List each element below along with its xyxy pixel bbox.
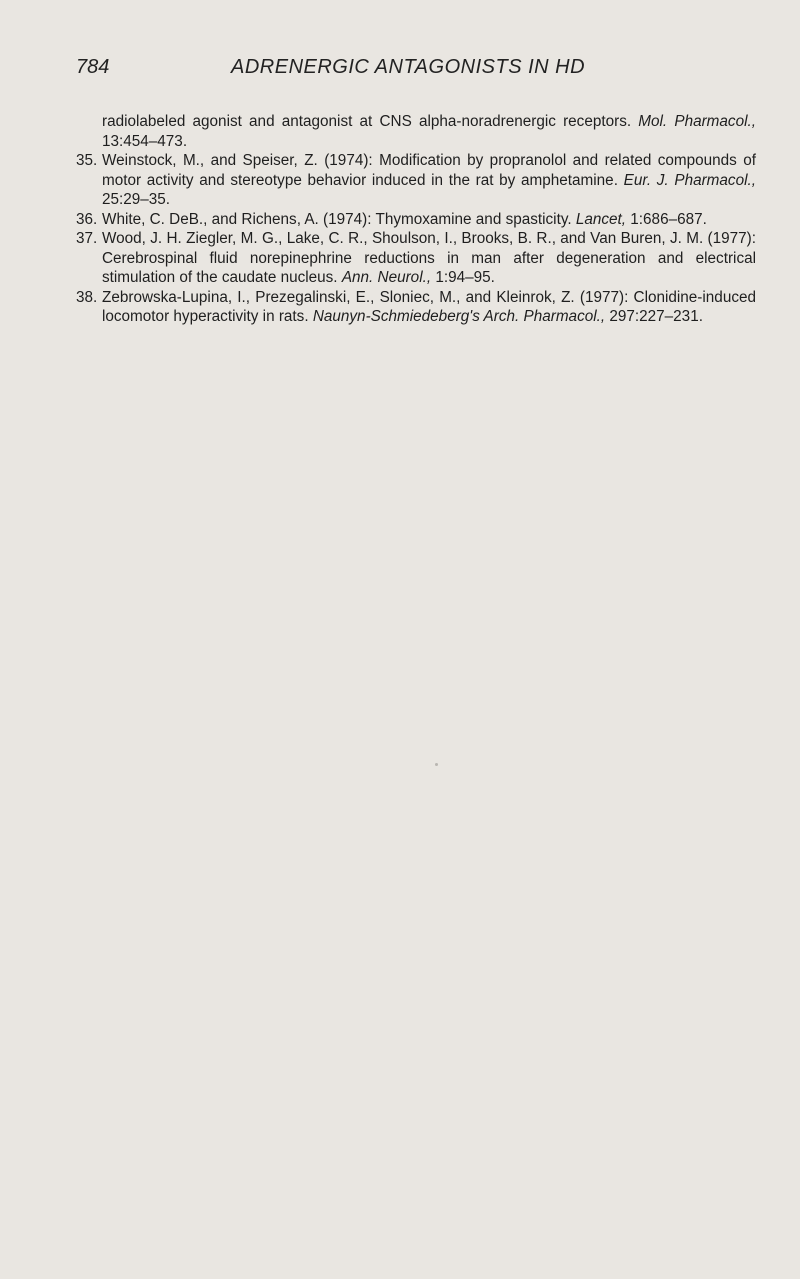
running-title: ADRENERGIC ANTAGONISTS IN HD bbox=[231, 56, 586, 78]
reference-journal: Naunyn-Schmiedeberg's Arch. Pharmacol., bbox=[312, 308, 606, 325]
reference-37 bbox=[76, 229, 756, 288]
reference-number: 38. bbox=[76, 288, 98, 306]
reference-journal: Lancet, bbox=[575, 210, 627, 228]
reference-volume-pages: 1:94–95. bbox=[431, 269, 495, 286]
reference-list bbox=[76, 112, 756, 327]
reference-journal: Mol. Pharmacol., bbox=[638, 113, 756, 130]
page-number: 784 bbox=[76, 56, 110, 78]
reference-text bbox=[102, 210, 756, 230]
reference-text bbox=[102, 288, 756, 327]
reference-volume-pages: 13:454–473. bbox=[102, 132, 188, 150]
paper-speck bbox=[435, 763, 438, 766]
reference-number: 36. bbox=[76, 210, 98, 228]
reference-text bbox=[102, 151, 756, 210]
reference-36 bbox=[76, 210, 756, 230]
reference-number: 35. bbox=[76, 152, 98, 169]
reference-text bbox=[102, 229, 756, 288]
reference-authors-title: radiolabeled agonist and antagonist at CNS alpha-noradrenergic receptors. bbox=[102, 113, 639, 130]
reference-volume-pages: 1:686–687. bbox=[626, 210, 707, 228]
running-header bbox=[76, 56, 756, 84]
reference-text bbox=[102, 112, 756, 151]
reference-38 bbox=[76, 288, 756, 327]
reference-number: 37. bbox=[76, 230, 98, 247]
reference-authors-title: White, C. DeB., and Richens, A. (1974): Thymoxamine and spasticity. bbox=[102, 210, 576, 228]
reference-volume-pages: 297:227–231. bbox=[605, 308, 703, 325]
reference-35 bbox=[76, 151, 756, 210]
reference-journal: Eur. J. Pharmacol., bbox=[623, 171, 756, 189]
reference-authors-title: Zebrowska-Lupina, I., Prezegalinski, E., Sloniec, M., and Kleinrok, Z. (1977): Clonidine-induced locomotor hyperactivity in rats. bbox=[102, 288, 756, 325]
reference-continuation bbox=[76, 112, 756, 151]
reference-journal: Ann. Neurol., bbox=[341, 269, 432, 286]
reference-authors-title: Wood, J. H. Ziegler, M. G., Lake, C. R., Shoulson, I., Brooks, B. R., and Van Buren, J. M. (1977): Cerebrospinal fluid norepinephrine reductions in man after degeneration and electrical stimulation of the caudate nucleus. bbox=[102, 230, 756, 286]
reference-authors-title: Weinstock, M., and Speiser, Z. (1974): Modification by propranolol and related compounds of motor activity and stereotype behavior induced in the rat by amphetamine. bbox=[102, 152, 756, 189]
reference-volume-pages: 25:29–35. bbox=[102, 191, 171, 208]
